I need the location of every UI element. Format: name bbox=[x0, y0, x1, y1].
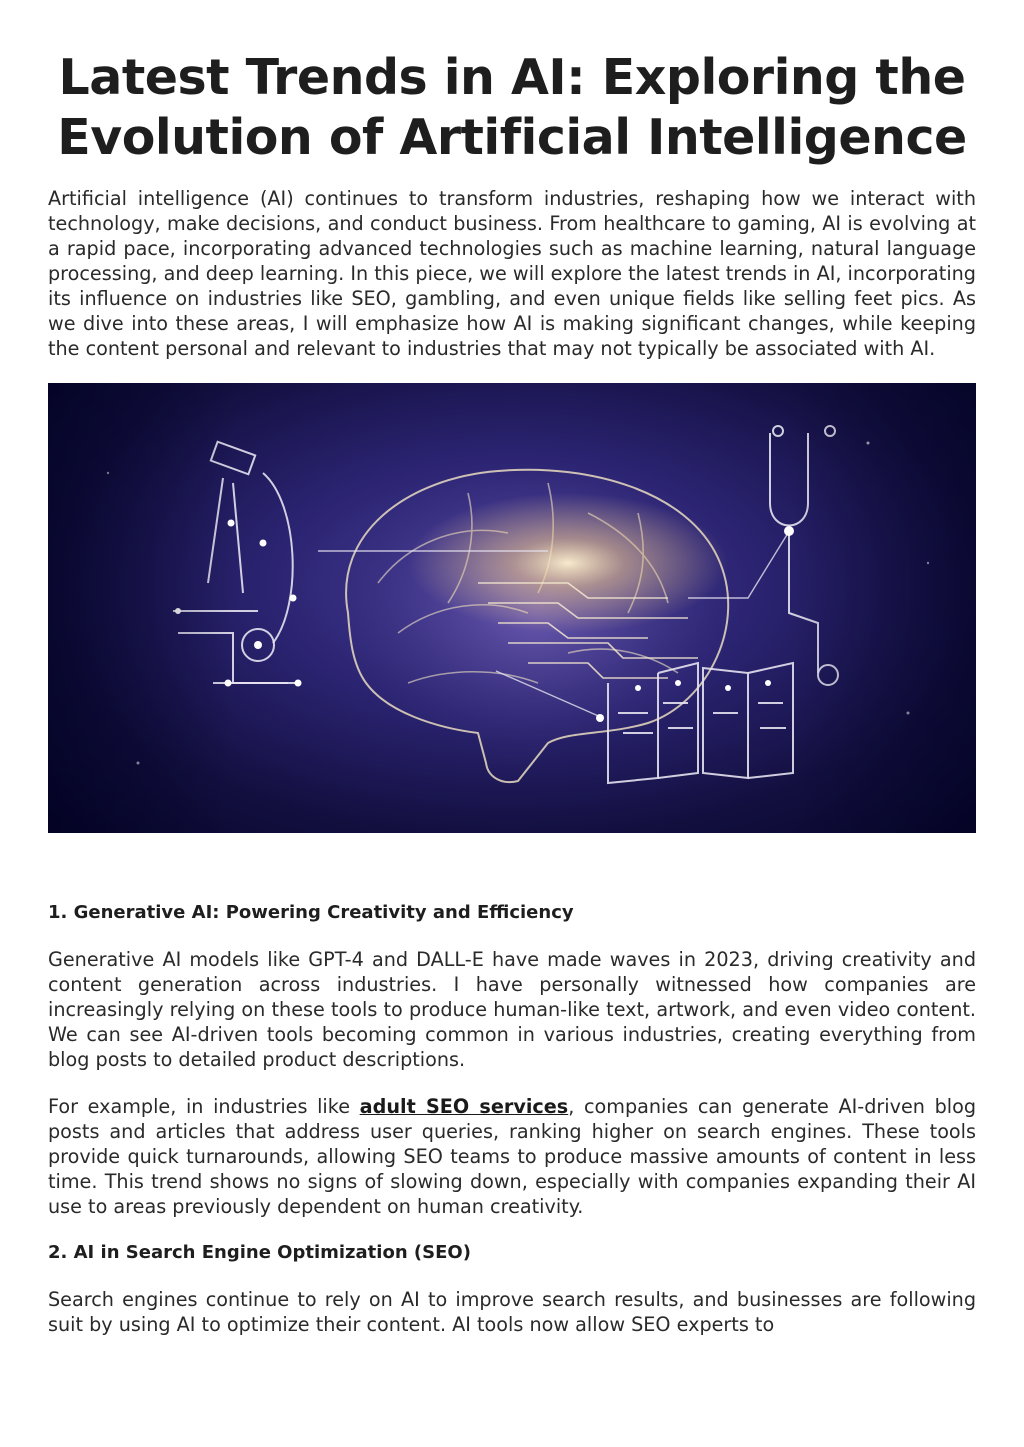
seo-paragraph-1: Search engines continue to rely on AI to improve search results, and businesses are following suit by using AI to optimize their content. AI tools now allow SEO experts to bbox=[48, 1288, 976, 1336]
generative-ai-paragraph-2 bbox=[48, 1094, 976, 1219]
ai-brain-circuit-icon bbox=[48, 383, 976, 833]
hero-image bbox=[48, 383, 976, 833]
section-heading-generative-ai: 1. Generative AI: Powering Creativity and Efficiency bbox=[48, 902, 574, 923]
adult-seo-services-link[interactable]: adult SEO services bbox=[359, 1095, 569, 1118]
intro-paragraph: Artificial intelligence (AI) continues to transform industries, reshaping how we interact with technology, make decisions, and conduct business. From healthcare to gaming, AI is evolving at a rapid pace, incorporating advanced technologies such as machine learning, natural language processing, and deep learning. In this piece, we will explore the latest trends in AI, incorporating its influence on industries like SEO, gambling, and even unique fields like selling feet pics. As we dive into these areas, I will emphasize how AI is making significant changes, while keeping the content personal and relevant to industries that may not typically be associated with AI. bbox=[48, 187, 976, 360]
paragraph-text: , companies can generate AI-driven blog posts and articles that address user queries, ranking higher on search engines. These tools provide quick turnarounds, allowing SEO teams to produce massive amounts of content in less time. This trend shows no signs of slowing down, especially with companies expanding their AI use to areas previously dependent on human creativity. bbox=[48, 1095, 977, 1218]
generative-ai-paragraph-1: Generative AI models like GPT-4 and DALL-E have made waves in 2023, driving creativity and content generation across industries. I have personally witnessed how companies are increasingly relying on these tools to produce human-like text, artwork, and even video content. We can see AI-driven tools becoming common in various industries, creating everything from blog posts to detailed product descriptions. bbox=[48, 948, 976, 1071]
section-heading-seo: 2. AI in Search Engine Optimization (SEO) bbox=[48, 1242, 471, 1263]
paragraph-text: For example, in industries like bbox=[48, 1095, 360, 1118]
article bbox=[48, 0, 976, 1337]
article-title: Latest Trends in AI: Exploring the Evolution of Artificial Intelligence bbox=[57, 49, 967, 166]
